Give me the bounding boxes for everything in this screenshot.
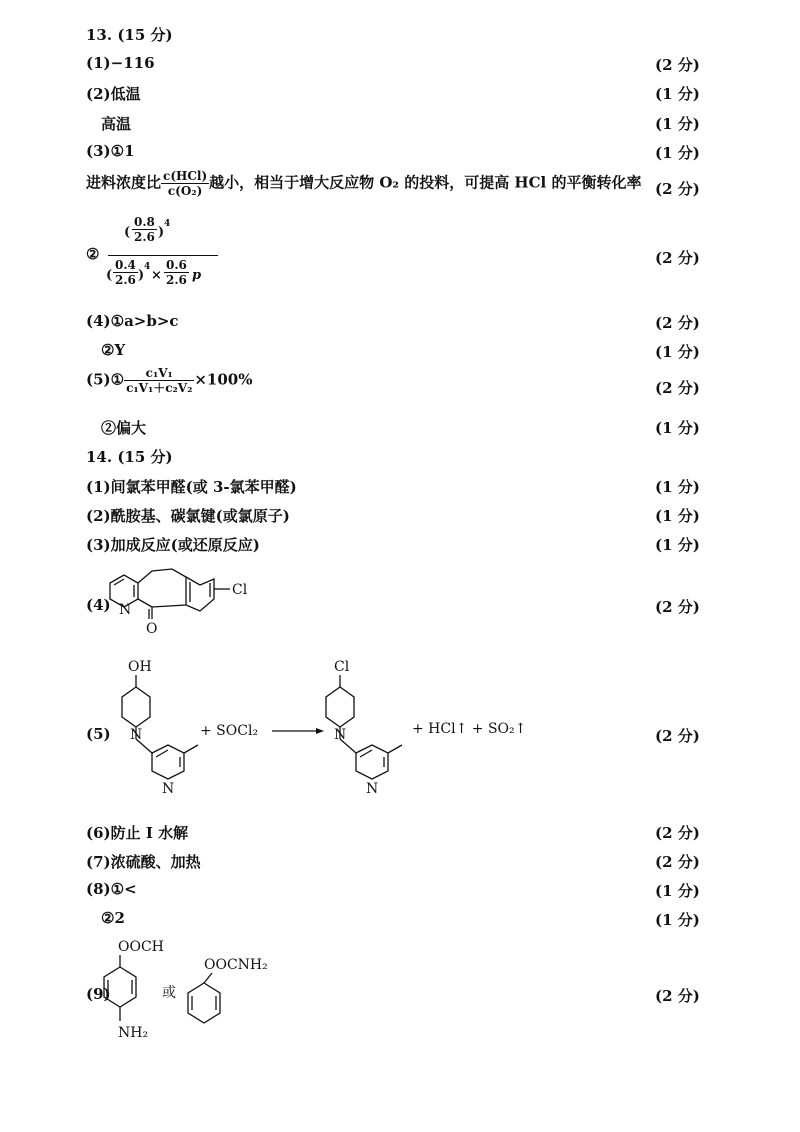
isomer-b-benzene-ring <box>188 983 220 1023</box>
q13-5-answer-2: ②偏大 <box>101 419 147 437</box>
q13-1-score: (2 分) <box>655 56 700 74</box>
q14-7-score: (2 分) <box>655 853 700 871</box>
q14-8-score-2: (1 分) <box>655 911 700 929</box>
k-num-den: 2.6 <box>134 230 155 244</box>
k-den-a-den: 2.6 <box>115 273 136 287</box>
q13-3-score-2: (2 分) <box>655 180 700 198</box>
q14-8-answer-2: ②2 <box>101 909 125 927</box>
q14-5-reaction <box>100 655 620 840</box>
k-num-fraction <box>132 215 157 244</box>
q13-2-answer-b: 高温 <box>101 115 132 133</box>
q14-4-score: (2 分) <box>655 598 700 616</box>
k-num-exp: 4 <box>164 219 171 229</box>
product-piperidine-ring <box>326 687 354 727</box>
q13-5-score-2: (1 分) <box>655 419 700 437</box>
q13-4-answer-1: (4)①a>b>c <box>86 312 179 330</box>
q13-2-score-b: (1 分) <box>655 115 700 133</box>
k-fraction <box>106 215 296 296</box>
reactant-oh: OH <box>128 659 152 675</box>
k-den-times: × <box>151 268 162 283</box>
q13-5-answer-1 <box>86 366 253 395</box>
explanation-suffix: 越小，相当于增大反应物 O₂ 的投料，可提高 HCl 的平衡转化率 <box>209 173 642 192</box>
q14-1-score: (1 分) <box>655 478 700 496</box>
atom-n: N <box>119 602 132 618</box>
isomer-a-bottom: NH₂ <box>118 1025 149 1041</box>
q14-8-answer-1: (8)①< <box>86 880 137 898</box>
q14-8-score-1: (1 分) <box>655 882 700 900</box>
yield-suffix: ×100% <box>194 370 253 389</box>
q13-5-score-1: (2 分) <box>655 379 700 397</box>
q14-6-score: (2 分) <box>655 824 700 842</box>
isomer-b-structure <box>188 973 220 1023</box>
k-numerator: ( $\frac{0.8}{2.6}$ ) 4 <box>124 215 171 244</box>
q13-4-score-2: (1 分) <box>655 343 700 361</box>
k-den-b-den: 2.6 <box>166 273 187 287</box>
q13-4-score-1: (2 分) <box>655 314 700 332</box>
yield-denominator: c₁V₁＋c₂V₂ <box>126 381 193 395</box>
yield-fraction <box>124 366 194 395</box>
q14-1-answer: (1)间氯苯甲醛(或 3-氯苯甲醛) <box>86 478 297 496</box>
reactant-piperidine-ring <box>122 687 150 727</box>
q13-header: 13. (15 分) <box>86 26 173 44</box>
isomer-a-benzene-ring <box>104 967 136 1007</box>
reactant-n: N <box>130 727 143 743</box>
q14-4-structure <box>100 555 280 645</box>
q14-4-label: (4) <box>86 596 111 614</box>
atom-cl: Cl <box>232 582 248 598</box>
k-den-b-num: 0.6 <box>166 258 187 272</box>
yield-numerator: c₁V₁ <box>124 366 194 381</box>
q14-5-label: (5) <box>86 725 111 743</box>
q13-2-score-a: (1 分) <box>655 85 700 103</box>
isomer-b-top: OOCNH₂ <box>204 957 268 973</box>
reagent-socl2: + SOCl₂ <box>200 723 259 739</box>
q13-5-label: (5)① <box>86 370 125 389</box>
or-text: 或 <box>162 985 176 1001</box>
explanation-prefix: 进料浓度比 <box>86 173 162 192</box>
circled-2-label: ② <box>86 245 100 263</box>
q14-2-answer: (2)酰胺基、碳氯键(或氯原子) <box>86 507 290 525</box>
isomer-a-top: OOCH <box>118 939 164 955</box>
q14-9-label: (9) <box>86 985 111 1003</box>
q14-5-score: (2 分) <box>655 727 700 745</box>
product-cl: Cl <box>334 659 350 675</box>
k-denominator: ( $\frac{0.4}{2.6}$ ) 4 × $\frac{0.6}{2.6}$ p <box>106 258 202 287</box>
q13-3-score-3: (2 分) <box>655 249 700 267</box>
q14-9-structures <box>100 935 300 1055</box>
ratio-fraction <box>161 169 209 198</box>
atom-o: O <box>146 621 158 637</box>
k-num-num: 0.8 <box>134 215 155 229</box>
q13-1-answer: (1)−116 <box>86 54 155 72</box>
q14-header: 14. (15 分) <box>86 448 173 466</box>
q13-3-explanation <box>86 169 641 198</box>
ratio-numerator: c(HCl) <box>163 169 208 183</box>
q14-3-answer: (3)加成反应(或还原反应) <box>86 536 260 554</box>
isomer-a-structure <box>104 955 136 1021</box>
q14-7-answer: (7)浓硫酸、加热 <box>86 853 201 871</box>
k-den-b <box>164 258 189 287</box>
q13-3-answer-1: (3)①1 <box>86 142 135 160</box>
ratio-denominator: c(O₂) <box>167 184 203 198</box>
k-den-a-exp: 4 <box>144 262 151 272</box>
q14-6-answer: (6)防止 I 水解 <box>86 824 189 842</box>
q13-2-answer-a: (2)低温 <box>86 85 141 103</box>
q14-2-score: (1 分) <box>655 507 700 525</box>
reactant-pyridine-n: N <box>162 781 175 797</box>
ethylene-bridge <box>138 569 186 583</box>
q13-4-answer-2: ②Y <box>101 341 126 359</box>
q13-3-score-1: (1 分) <box>655 144 700 162</box>
k-den-p: p <box>192 268 202 283</box>
k-den-a-num: 0.4 <box>115 258 136 272</box>
byproducts: + HCl↑ + SO₂↑ <box>412 721 527 737</box>
k-den-a <box>113 258 138 287</box>
product-pyridine-n: N <box>366 781 379 797</box>
product-n: N <box>334 727 347 743</box>
q14-9-score: (2 分) <box>655 987 700 1005</box>
q14-3-score: (1 分) <box>655 536 700 554</box>
reaction-arrow-head <box>316 728 324 734</box>
